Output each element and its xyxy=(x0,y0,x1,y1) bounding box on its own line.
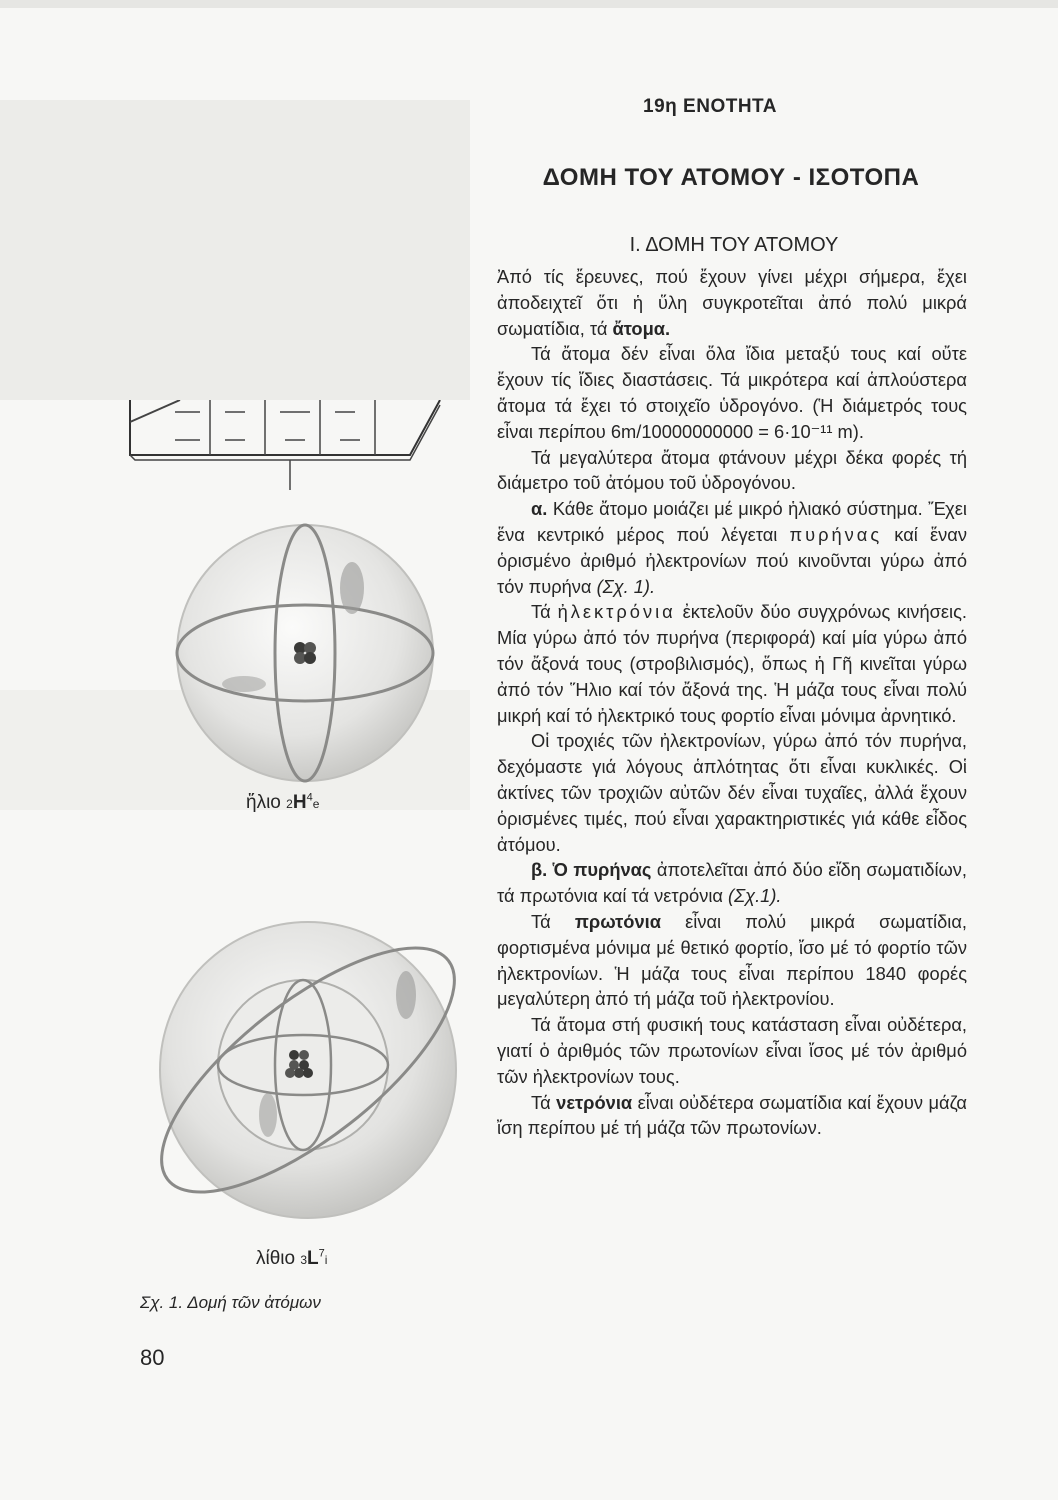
paragraph: α. Κάθε ἄτομο μοιάζει μέ μικρό ἡλιακό σύστημα. Ἔχει ἕνα κεντρικό μέρος πού λέγεται πυρήνας καί ἕναν ὁρισμένο ἀριθμό ἠλεκτρονίων πού κινοῦνται γύρω ἀπό τόν πυρήνα (Σχ. 1). xyxy=(497,498,967,597)
electron-blur xyxy=(340,562,364,614)
paragraph: Τά νετρόνια εἶναι οὐδέτερα σωματίδια καί ἔχουν μάζα ἴση περίπου μέ τή μάζα τῶν πρωτονίων. xyxy=(497,1091,967,1139)
paragraph: Τά ἠλεκτρόνια ἐκτελοῦν δύο συγχρόνως κινήσεις. Μία γύρω ἀπό τόν πυρήνα (περιφορά) καί μία γύρω ἀπό τόν ἄξονά τους (στροβιλισμός), ὅπως ἡ Γῆ κινεῖται γύρω ἀπό τόν Ἥλιο καί τόν ἄξονά της. Ἡ μάζα τους εἶναι πολύ μικρή καί τό ἠλεκτρικό τους φορτίο εἶναι μόνιμα ἀρνητικό. xyxy=(497,601,967,726)
paragraph: Τά ἄτομα στή φυσική τους κατάσταση εἶναι οὐδέτερα, γιατί ὁ ἀριθμός τῶν πρωτονίων εἶναι ἴσος μέ τόν ἀριθμό τῶν ἠλεκτρονίων τους. xyxy=(497,1014,967,1087)
helium-label: ἥλιο $2H^4e$ xyxy=(246,791,320,813)
figure-caption: Σχ. 1. Δομή τῶν ἀτόμων xyxy=(140,1293,321,1312)
plate-diagram xyxy=(0,400,480,490)
electron-blur xyxy=(222,676,266,692)
chapter-title: ΔΟΜΗ ΤΟΥ ΑΤΟΜΟΥ - ΙΣΟΤΟΠΑ xyxy=(542,164,920,191)
paragraph: Οἱ τροχιές τῶν ἠλεκτρονίων, γύρω ἀπό τόν πυρήνα, δεχόμαστε γιά λόγους ἁπλότητας ὅτι εἶναι κυκλικές. Οἱ ἀκτίνες τῶν τροχιῶν αὐτῶν δέν εἶναι τυχαῖες, ἀλλά ἔχουν ὁρισμένες τιμές, πού εἶναι χαρακτηριστικές γιά κάθε εἶδος ἀτόμου. xyxy=(497,730,967,855)
paragraph: Τά ἄτομα δέν εἶναι ὅλα ἴδια μεταξύ τους καί οὔτε ἔχουν τίς ἴδιες διαστάσεις. Τά μικρότερα καί ἁπλούστερα ἄτομα τά ἔχει τό στοιχεῖο ὑδρογόνο. (Ἡ διάμετρός τους εἶναι περίπου 6m/10000000000 = 6·10⁻¹¹ m). xyxy=(497,343,967,442)
text-column xyxy=(497,264,967,1141)
paragraph: Τά πρωτόνια εἶναι πολύ μικρά σωματίδια, φορτισμένα μόνιμα μέ θετικό φορτίο, ἴσο μέ τό φορτίο τῶν ἠλεκτρονίων. Ἡ μάζα τους εἶναι περίπου 1840 φορές μεγαλύτερη ἀπό τή μάζα τοῦ ἠλεκτρονίου. xyxy=(497,910,967,1010)
scan-top-edge xyxy=(0,0,1058,8)
electron-blur xyxy=(396,971,416,1019)
page-number: 80 xyxy=(140,1345,165,1370)
helium-atom-diagram xyxy=(170,518,440,788)
paragraph: β. Ὁ πυρήνας ἀποτελεῖται ἀπό δύο εἴδη σωματιδίων, τά πρωτόνια καί τά νετρόνια (Σχ.1). xyxy=(497,859,967,907)
section-title: Ι. ΔΟΜΗ ΤΟΥ ΑΤΟΜΟΥ xyxy=(629,234,839,256)
paragraph: Τά μεγαλύτερα ἄτομα φτάνουν μέχρι δέκα φορές τή διάμετρο τοῦ ἀτόμου τοῦ ὑδρογόνου. xyxy=(497,446,967,494)
electron-blur xyxy=(259,1093,277,1137)
scan-bleed-block xyxy=(0,100,470,400)
helium-sphere xyxy=(177,525,433,781)
lithium-label: λίθιο $3L^7i$ xyxy=(256,1247,328,1269)
unit-title: 19η ΕΝΟΤΗΤΑ xyxy=(643,96,777,117)
paragraph: Ἀπό τίς ἔρευνες, πού ἔχουν γίνει μέχρι σήμερα, ἔχει ἀποδειχτεῖ ὅτι ἡ ὕλη συγκροτεῖται ἀπό πολύ μικρά σωματίδια, τά ἄτομα. xyxy=(497,266,967,339)
lithium-atom-diagram xyxy=(148,905,468,1240)
